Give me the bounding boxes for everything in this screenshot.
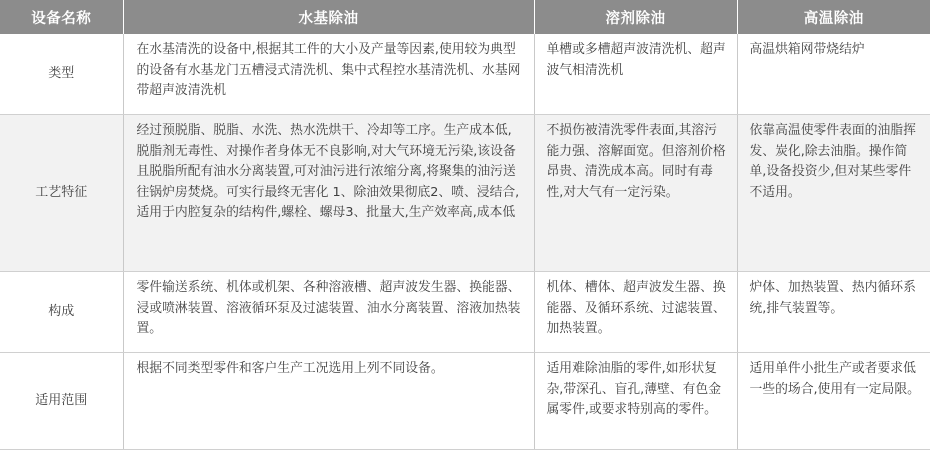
row-label: 类型 xyxy=(0,34,123,115)
table-body xyxy=(0,34,930,450)
cell-solvent: 不损伤被清洗零件表面,其溶污能力强、溶解面宽。但溶剂价格昂贵、清洗成本高。同时有毒性,对大气有一定污染。 xyxy=(534,115,737,272)
cell-water-based: 在水基清洗的设备中,根据其工件的大小及产量等因素,使用较为典型的设备有水基龙门五槽浸式清洗机、集中式程控水基清洗机、水基网带超声波清洗机 xyxy=(123,34,534,115)
cell-solvent: 单槽或多槽超声波清洗机、超声波气相清洗机 xyxy=(534,34,737,115)
header-solvent: 溶剂除油 xyxy=(534,0,737,34)
cell-solvent: 机体、槽体、超声波发生器、换能器、及循环系统、过滤装置、加热装置。 xyxy=(534,272,737,353)
table-row-process-features xyxy=(0,115,930,272)
cell-high-temperature: 适用单件小批生产或者要求低一些的场合,使用有一定局限。 xyxy=(737,353,930,450)
table-row-type xyxy=(0,34,930,115)
cell-high-temperature: 依靠高温使零件表面的油脂挥发、炭化,除去油脂。操作简单,设备投资少,但对某些零件不适用。 xyxy=(737,115,930,272)
header-water-based: 水基除油 xyxy=(123,0,534,34)
cell-water-based: 经过预脱脂、脱脂、水洗、热水洗烘干、冷却等工序。生产成本低,脱脂剂无毒性、对操作者身体无不良影响,对大气环境无污染,该设备且脱脂所配有油水分离装置,可对油污进行浓缩分离,将聚集的油污送往锅炉房焚烧。可实行最终无害化 1、除油效果彻底2、喷、浸结合,适用于内腔复杂的结构件,螺栓、螺母3、批量大,生产效率高,成本低 xyxy=(123,115,534,272)
row-label: 工艺特征 xyxy=(0,115,123,272)
table-row-application-scope xyxy=(0,353,930,450)
header-row xyxy=(0,0,930,34)
cell-water-based: 零件输送系统、机体或机架、各种溶液槽、超声波发生器、换能器、浸或喷淋装置、溶液循环泵及过滤装置、油水分离装置、溶液加热装置。 xyxy=(123,272,534,353)
row-label: 构成 xyxy=(0,272,123,353)
cell-high-temperature: 高温烘箱网带烧结炉 xyxy=(737,34,930,115)
table-row-composition xyxy=(0,272,930,353)
row-label: 适用范围 xyxy=(0,353,123,450)
table-header xyxy=(0,0,930,34)
cell-high-temperature: 炉体、加热装置、热内循环系统,排气装置等。 xyxy=(737,272,930,353)
header-high-temperature: 高温除油 xyxy=(737,0,930,34)
cell-solvent: 适用难除油脂的零件,如形状复杂,带深孔、盲孔,薄壁、有色金属零件,或要求特别高的零件。 xyxy=(534,353,737,450)
cell-water-based: 根据不同类型零件和客户生产工况选用上列不同设备。 xyxy=(123,353,534,450)
header-equipment-name: 设备名称 xyxy=(0,0,123,34)
